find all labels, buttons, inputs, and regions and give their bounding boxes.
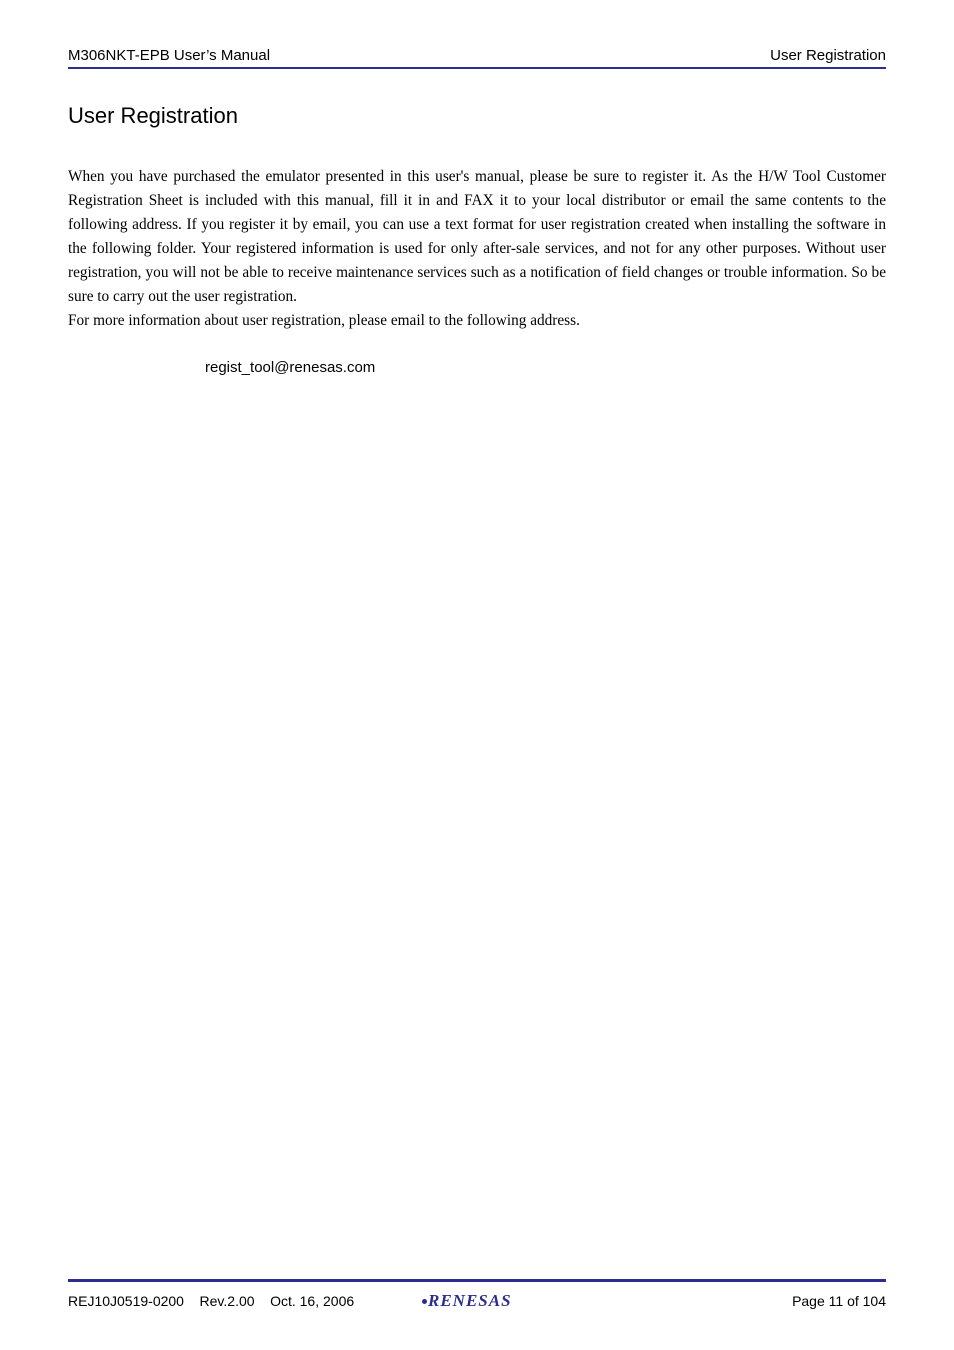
section-title: User Registration <box>770 47 886 64</box>
logo-dot-icon <box>422 1299 427 1304</box>
registration-paragraph: When you have purchased the emulator presented in this user's manual, please be sure to register it. As the H/W Tool Customer Registration Sheet is included with this manual, fill it in and FAX it to your local distributor or email the same contents to the following address. If you register it by email, you can use a text format for user registration created when installing the software in the following folder. Your registered information is used for only after-sale services, and not for any other purposes. Without user registration, you will not be able to receive maintenance services such as a notification of field changes or trouble information. So be sure to carry out the user registration. <box>68 168 886 305</box>
page-header <box>68 47 886 69</box>
manual-title: M306NKT-EPB User’s Manual <box>68 47 271 64</box>
page-number: Page 11 of 104 <box>792 1293 886 1309</box>
body-text <box>68 165 886 333</box>
logo-text: RENESAS <box>428 1291 512 1310</box>
page-title: User Registration <box>68 103 238 128</box>
document-id: REJ10J0519-0200 Rev.2.00 Oct. 16, 2006 <box>68 1293 355 1309</box>
page-footer <box>68 1279 886 1312</box>
more-info-paragraph: For more information about user registration, please email to the following address. <box>68 312 580 329</box>
registration-email: regist_tool@renesas.com <box>205 359 376 376</box>
renesas-logo <box>422 1291 534 1311</box>
